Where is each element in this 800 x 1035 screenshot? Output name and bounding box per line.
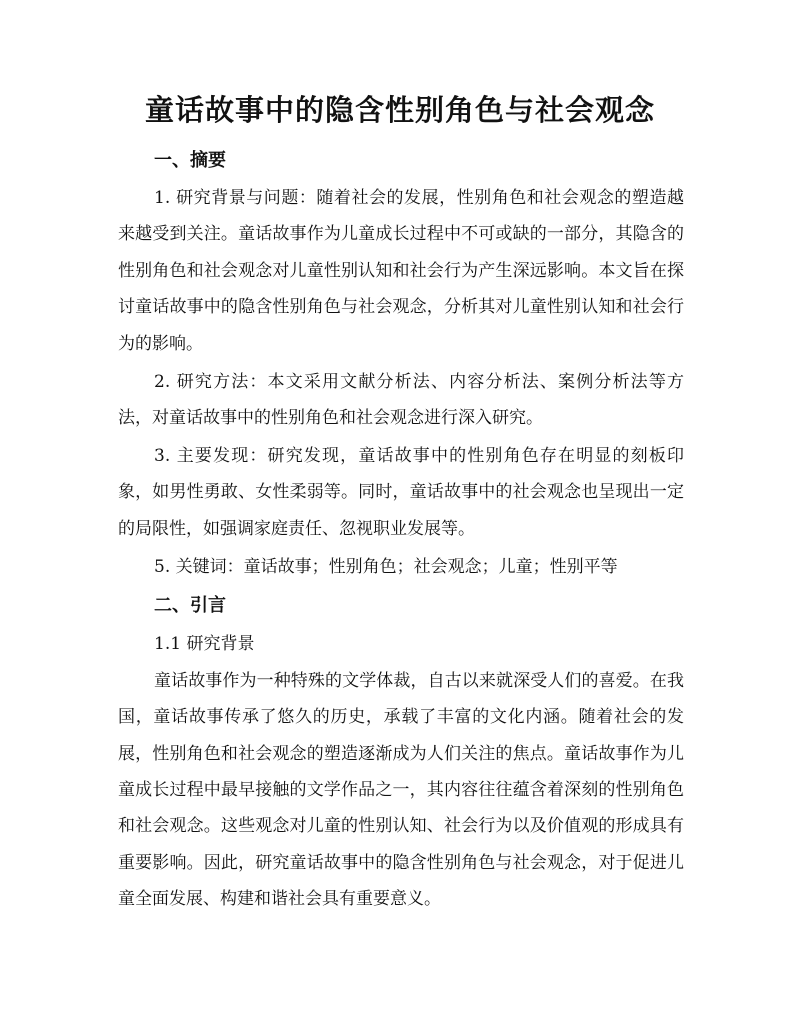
abstract-findings-paragraph: 3. 主要发现：研究发现，童话故事中的性别角色存在明显的刻板印象，如男性勇敢、女性柔弱等。同时，童话故事中的社会观念也呈现出一定的局限性，如强调家庭责任、忽视职业发展等。 — [118, 446, 684, 539]
abstract-keywords-paragraph: 5. 关键词：童话故事；性别角色；社会观念；儿童；性别平等 — [154, 556, 618, 577]
introduction-heading: 二、引言 — [154, 594, 226, 616]
abstract-heading: 一、摘要 — [154, 150, 226, 171]
introduction-paragraph: 童话故事作为一种特殊的文学体裁，自古以来就深受人们的喜爱。在我国，童话故事传承了悠久的历史，承载了丰富的文化内涵。随着社会的发展，性别角色和社会观念的塑造逐渐成为人们关注的焦点。童话故事作为儿童成长过程中最早接触的文学作品之一，其内容往往蕴含着深刻的性别角色和社会观念。这些观念对儿童的性别认知、社会行为以及价值观的形成具有重要影响。因此，研究童话故事中的隐含性别角色与社会观念，对于促进儿童全面发展、构建和谐社会具有重要意义。 — [118, 670, 684, 910]
research-background-subheading: 1.1 研究背景 — [154, 633, 255, 654]
page-title: 童话故事中的隐含性别角色与社会观念 — [144, 93, 655, 127]
document-body — [118, 142, 684, 918]
abstract-background-paragraph: 1. 研究背景与问题：随着社会的发展，性别角色和社会观念的塑造越来越受到关注。童话故事作为儿童成长过程中不可或缺的一部分，其隐含的性别角色和社会观念对儿童性别认知和社会行为产生深远影响。本文旨在探讨童话故事中的隐含性别角色与社会观念，分析其对儿童性别认知和社会行为的影响。 — [118, 188, 684, 354]
abstract-methods-paragraph: 2. 研究方法：本文采用文献分析法、内容分析法、案例分析法等方法，对童话故事中的性别角色和社会观念进行深入研究。 — [118, 371, 684, 429]
